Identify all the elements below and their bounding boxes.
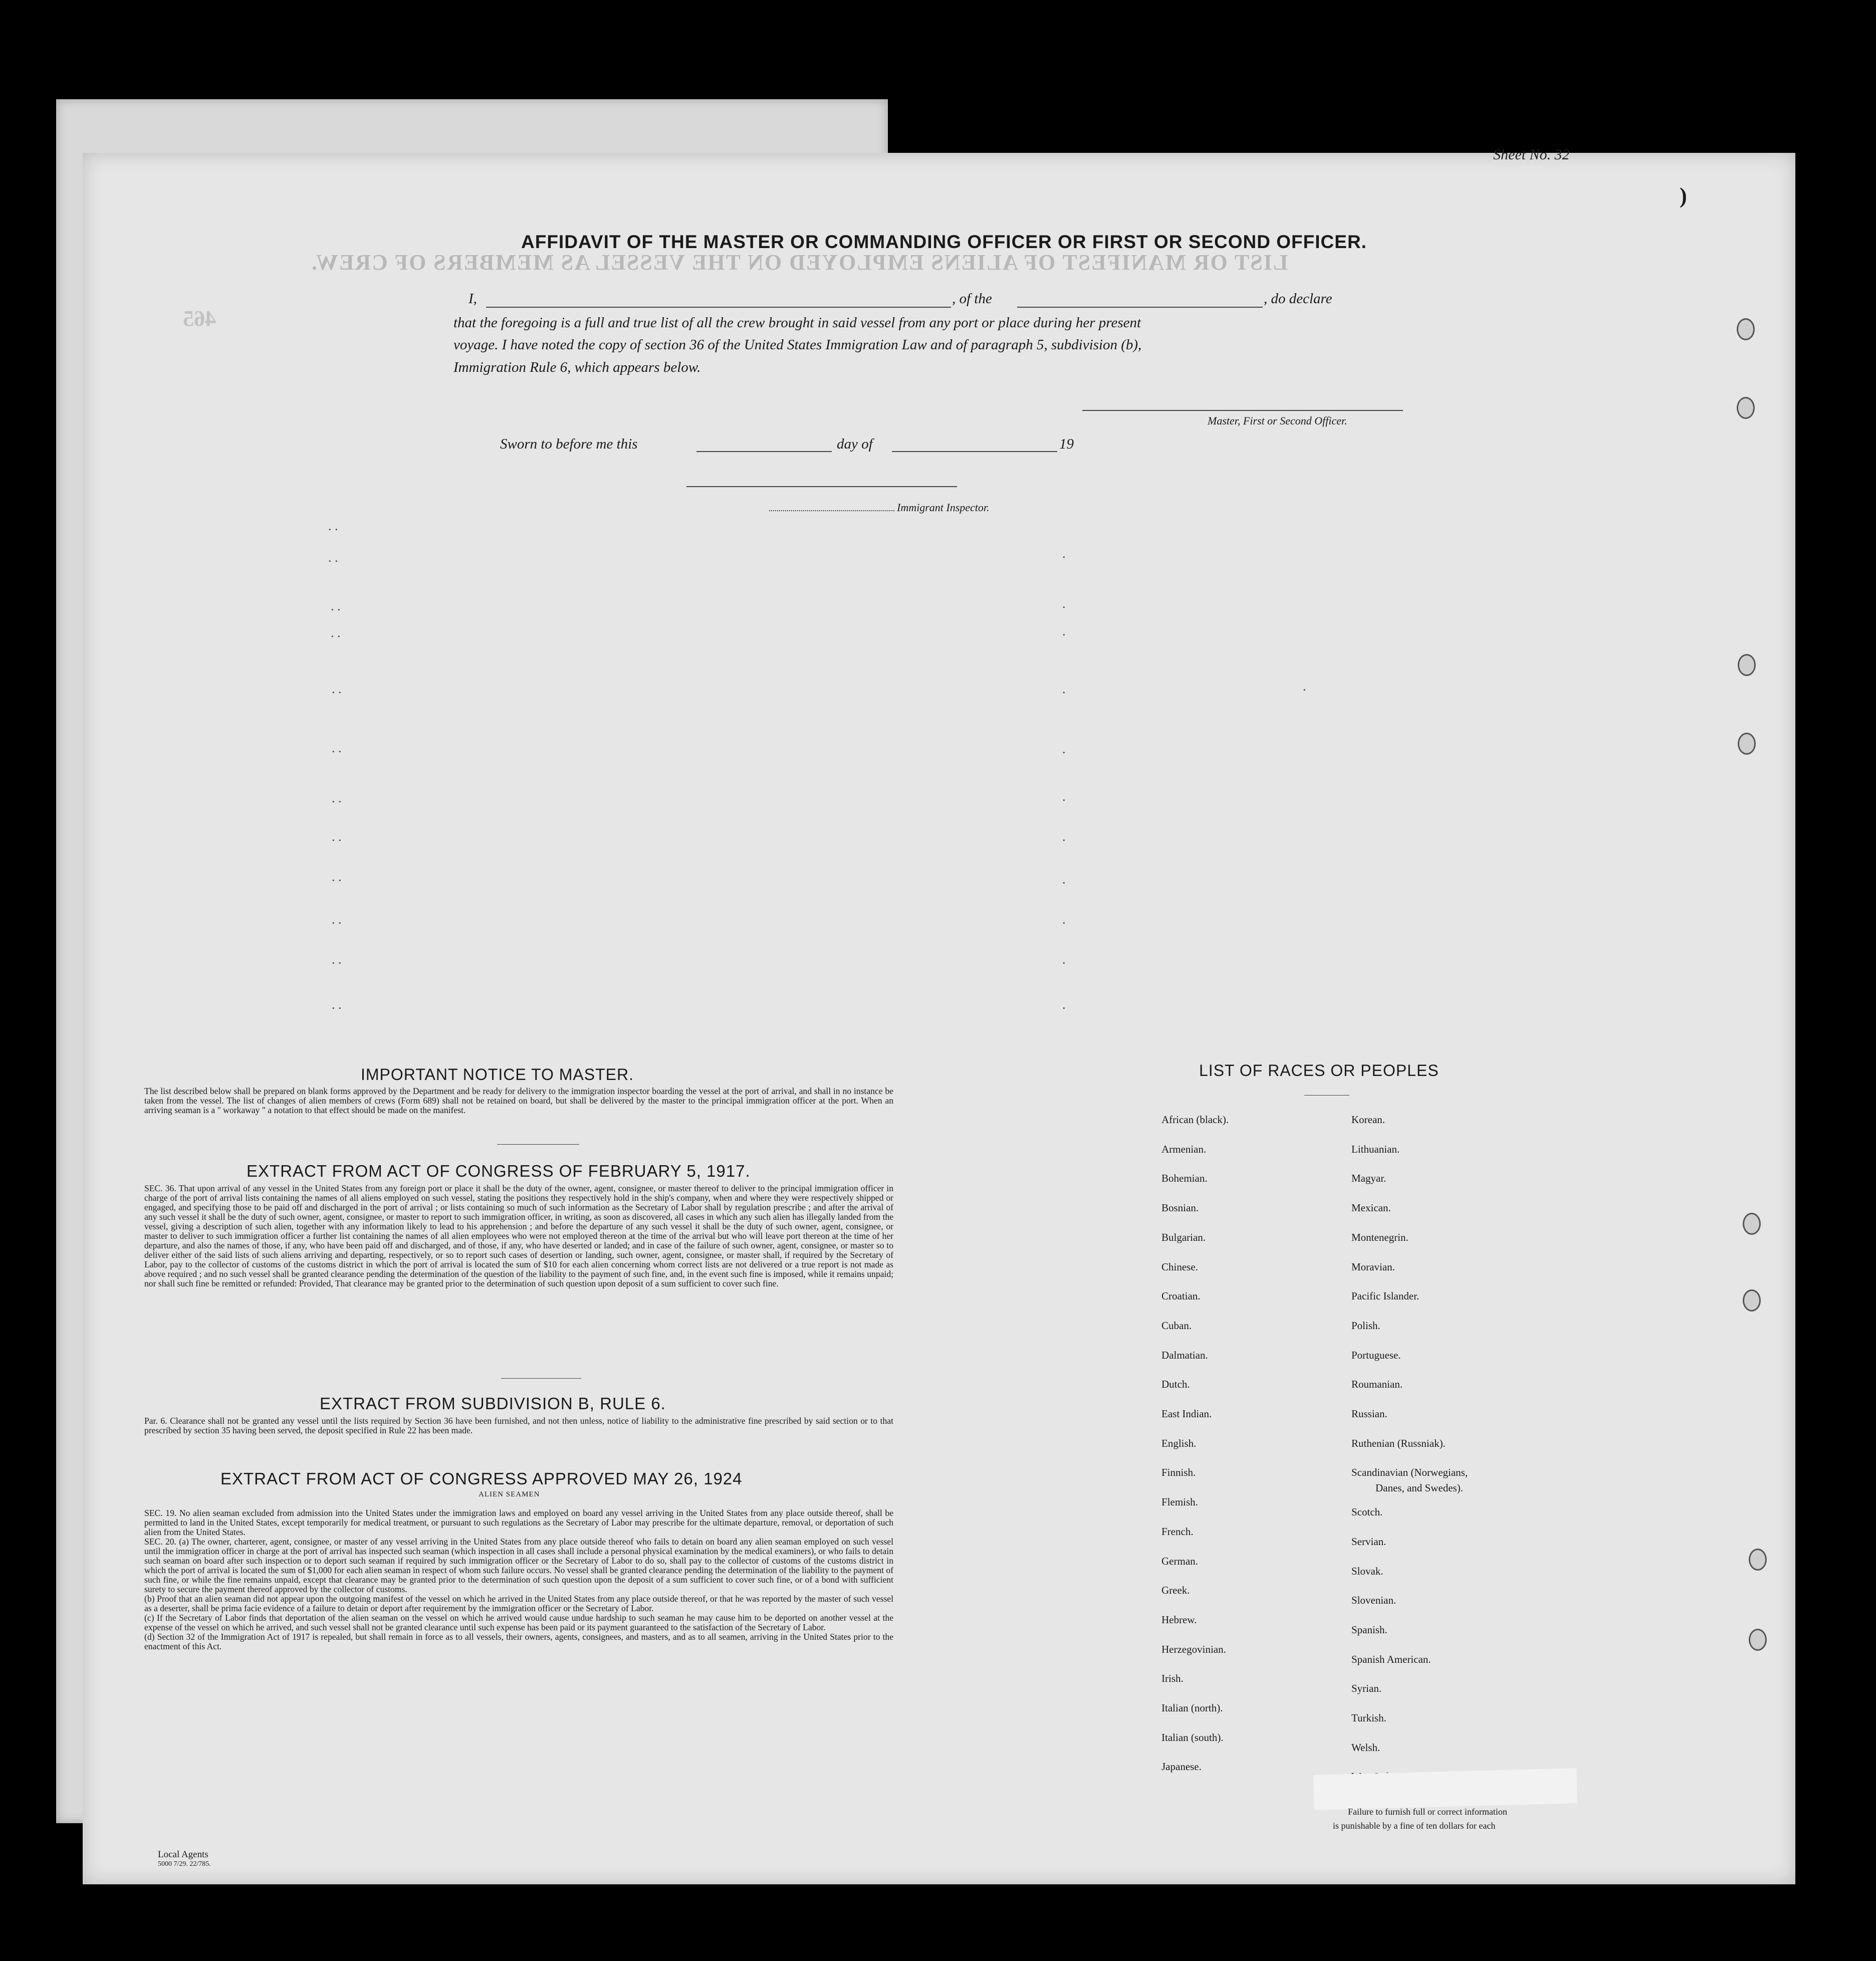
dot-mark: . .	[332, 997, 342, 1012]
year-prefix: 19	[1059, 436, 1074, 452]
dot-mark: . .	[332, 869, 342, 884]
race-item: Flemish.	[1161, 1496, 1198, 1508]
divider	[1304, 1095, 1349, 1096]
races-title: LIST OF RACES OR PEOPLES	[1199, 1061, 1439, 1079]
affidavit-line4: Immigration Rule 6, which appears below.	[453, 359, 701, 375]
race-item: Montenegrin.	[1351, 1231, 1409, 1243]
sworn-day-line[interactable]	[696, 451, 832, 452]
dot-mark: . .	[332, 829, 342, 844]
dot-mark: .	[1062, 952, 1066, 967]
dot-mark: .	[1062, 624, 1066, 638]
month-line[interactable]	[892, 451, 1057, 452]
race-item: Korean.	[1351, 1114, 1385, 1126]
race-item: Cuban.	[1161, 1319, 1192, 1332]
race-item: Japanese.	[1161, 1761, 1202, 1773]
race-item: Irish.	[1161, 1672, 1184, 1685]
fine-notice-2: is punishable by a fine of ten dollars for each	[1333, 1821, 1496, 1831]
dot-mark: .	[1062, 912, 1066, 927]
race-item: Pacific Islander.	[1351, 1290, 1420, 1302]
dot-mark: . .	[332, 741, 342, 755]
ghost-heading: LIST OR MANIFEST OF ALIENS EMPLOYED ON THE VESSEL AS MEMBERS OF CREW.	[311, 250, 1288, 275]
binder-hole	[1743, 1213, 1761, 1235]
dot-mark: .	[1062, 546, 1066, 561]
binder-hole	[1749, 1549, 1767, 1571]
ghost-number: 465	[183, 306, 216, 331]
race-item: Chinese.	[1161, 1260, 1198, 1273]
race-item: Ruthenian (Russniak).	[1351, 1437, 1446, 1449]
dot-mark: .	[1062, 789, 1066, 804]
race-item: Mexican.	[1351, 1202, 1391, 1214]
race-item: Greek.	[1161, 1584, 1190, 1597]
race-item: Spanish American.	[1351, 1653, 1431, 1665]
extract-rule6-title: EXTRACT FROM SUBDIVISION B, RULE 6.	[320, 1394, 666, 1413]
race-item: Russian.	[1351, 1408, 1387, 1420]
race-item: Dalmatian.	[1161, 1349, 1208, 1361]
fine-notice-1: Failure to furnish full or correct information	[1348, 1807, 1507, 1817]
race-item: Servian.	[1351, 1535, 1386, 1548]
dot-mark: .	[1062, 596, 1066, 611]
vessel-line[interactable]	[1017, 307, 1263, 308]
dot-mark: .	[1062, 682, 1066, 696]
extract-1924-subtitle: ALIEN SEAMEN	[479, 1490, 540, 1498]
affidavit-declare: , do declare	[1264, 291, 1332, 307]
race-item: Hebrew.	[1161, 1613, 1197, 1626]
dot-mark: . .	[331, 625, 341, 640]
extract-1924-title: EXTRACT FROM ACT OF CONGRESS APPROVED MAY 26, 1924	[220, 1469, 743, 1488]
notice-body: The list described below shall be prepared on blank forms approved by the Department and be ready for delivery to the immigration inspector boarding the vessel at the port of arrival, and shall in no instance be taken from the vessel. The list of changes of alien members of crews (Form 689) shall not be retained on board, but shall be delivered by the master to the principal immigration officer at the port. When an arriving seaman is a " workaway " a notation to that effect should be made on the manifest.	[144, 1086, 893, 1115]
binder-hole	[1749, 1629, 1767, 1651]
race-item: Bosnian.	[1161, 1202, 1199, 1214]
inspector-line[interactable]	[769, 510, 894, 511]
divider	[497, 1144, 579, 1145]
race-item: Bulgarian.	[1161, 1231, 1206, 1243]
race-item: Magyar.	[1351, 1172, 1386, 1185]
affidavit-line2: that the foregoing is a full and true list of all the crew brought in said vessel from any port or place during her present	[453, 315, 1141, 331]
dot-mark: . .	[328, 519, 338, 533]
race-item: Bohemian.	[1161, 1172, 1208, 1185]
day-of-text: day of	[837, 436, 873, 452]
binder-hole	[1743, 1289, 1761, 1312]
race-item: Finnish.	[1161, 1466, 1196, 1479]
dot-mark: . .	[332, 791, 342, 805]
affidavit-line3: voyage. I have noted the copy of section 36 of the United States Immigration Law and of paragraph 5, subdivision (b),	[453, 337, 1142, 353]
race-item: Slovenian.	[1351, 1594, 1396, 1607]
sworn-text: Sworn to before me this	[500, 436, 638, 452]
binder-hole	[1738, 733, 1756, 755]
dot-mark: .	[1062, 997, 1066, 1012]
inspector-line-upper[interactable]	[686, 486, 957, 487]
race-item: English.	[1161, 1437, 1197, 1449]
race-item: Welsh.	[1351, 1741, 1380, 1754]
race-item: Turkish.	[1351, 1712, 1386, 1724]
race-item: French.	[1161, 1525, 1194, 1538]
race-item: Croatian.	[1161, 1290, 1201, 1302]
dot-mark: . .	[332, 952, 342, 967]
race-item: Slovak.	[1351, 1565, 1383, 1577]
extract-1924-body: SEC. 19. No alien seaman excluded from admission into the United States under the immigration laws and employed on board any vessel arriving in the United States from any place outside thereof, shall be permitted to land in the United States, except temporarily for medical treatment, or pursuant to such regulations as the Secretary of Labor may prescribe for the ultimate departure, removal, or deportation of such alien from the United States. SEC. 20. (a) The owner, charterer, agent, consignee, or master of any vessel arriving in the United States from any place outside thereof who fails to detain on board any alien seaman employed on such vessel until the immigration officer in charge at the port of arrival has inspected such seaman (which inspection in all cases shall include a personal physical examination by the medical examiners), or who fails to detain such seaman on board after such inspection or to deport such seaman if required by such immigration officer or the Secretary of Labor to do so, shall pay to the collector of customs of the customs district in which the port of arrival is located the sum of $1,000 for each alien seaman in respect of whom such failure occurs. No vessel shall be granted clearance pending the determination of the liability to the payment of such fine, or while the fine remains unpaid, except that clearance may be granted prior to the determination of such question upon the deposit of a sum sufficient to cover such fine, or of a bond with sufficient surety to secure the payment thereof approved by the collector of customs. (b) Proof that an alien seaman did not appear upon the outgoing manifest of the vessel on which he arrived in the United States from any place outside thereof, or that he was reported by the master of such vessel as a deserter, shall be prima facie evidence of a failure to detain or deport after requirement by the immigration officer or the Secretary of Labor. (c) If the Secretary of Labor finds that deportation of the alien seaman on the vessel on which he arrived would cause undue hardship to such seaman he may cause him to be deported on another vessel at the expense of the vessel on which he arrived, and such vessel shall not be granted clearance until such expense has been paid or its payment guaranteed to the satisfaction of the Secretary of Labor. (d) Section 32 of the Immigration Act of 1917 is repealed, but shall remain in force as to all vessels, their owners, agents, consignees, and masters, and as to all seamen, arriving in the United States prior to the enactment of this Act.	[144, 1508, 893, 1651]
race-item: Spanish.	[1351, 1623, 1387, 1636]
race-item: German.	[1161, 1555, 1198, 1567]
race-item: Armenian.	[1161, 1143, 1207, 1155]
signature-line[interactable]	[1082, 410, 1403, 411]
dot-mark: .	[1303, 679, 1306, 694]
extract-1917-body: SEC. 36. That upon arrival of any vessel in the United States from any foreign port or place it shall be the duty of the owner, agent, consignee, or master thereof to deliver to the principal immigration officer in charge of the port of arrival lists containing the names of all aliens employed on such vessel, stating the positions they respectively hold in the ship's company, when and where they were respectively shipped or engaged, and specifying those to be paid off and discharged in the port of arrival ; or lists containing so much of such information as the Secretary of Labor shall by regulation prescribe ; and after the arrival of any such vessel it shall be the duty of such owner, agent, consignee, or master to report to such immigration officer, in writing, as soon as discovered, all cases in which any such alien has illegally landed from the vessel, giving a description of such alien, together with any information likely to lead to his apprehension ; and before the departure of any such vessel it shall be the duty of such owner, agent, consignee, or master to deliver to such immigration officer a further list containing the names of all alien employees who were not employed thereon at the time of the arrival but who will leave port thereon at the time of her departure, and also the names of those, if any, who have been paid off and discharged, and of those, if any, who have deserted or landed; and in case of the failure of such owner, agent, consignee, or master so to deliver either of the said lists of such aliens arriving and departing, respectively, or so to report such cases of desertion or landing, such owner, agent, consignee, or master shall, if required by the Secretary of Labor, pay to the collector of customs of the customs district in which the port of arrival is located the sum of $10 for each alien concerning whom correct lists are not delivered or a true report is not made as above required ; and no such vessel shall be granted clearance pending the determination of the question of the liability to the payment of such fine, and, in the event such fine is imposed, while it remains unpaid; nor shall such fine be remitted or refunded: Provided, That clearance may be granted prior to the determination of such question upon deposit of a sum sufficient to cover such fine.	[144, 1183, 893, 1288]
binder-hole	[1737, 318, 1755, 340]
affidavit-title: AFFIDAVIT OF THE MASTER OR COMMANDING OFFICER OR FIRST OR SECOND OFFICER.	[521, 232, 1367, 252]
race-item: East Indian.	[1161, 1408, 1212, 1420]
race-item: African (black).	[1161, 1114, 1229, 1126]
race-item: Lithuanian.	[1351, 1143, 1400, 1155]
local-agents: Local Agents	[158, 1849, 208, 1860]
race-item: Italian (south).	[1161, 1731, 1224, 1744]
sheet-number: Sheet No. 32	[1493, 146, 1570, 163]
dot-mark: .	[1062, 742, 1066, 756]
race-item: Roumanian.	[1351, 1378, 1403, 1391]
sticker-label	[1313, 1768, 1577, 1810]
race-item: Moravian.	[1351, 1260, 1395, 1273]
extract-rule6-body: Par. 6. Clearance shall not be granted any vessel until the lists required by Section 36 have been furnished, and not then unless, notice of liability to the administrative fine prescribed by said section or to that prescribed by section 35 having been served, the deposit specified in Rule 22 has been made.	[144, 1416, 893, 1435]
affidavit-i: I,	[468, 291, 477, 307]
dot-mark: . .	[331, 599, 341, 613]
inspector-label: Immigrant Inspector.	[897, 501, 990, 514]
signature-label: Master, First or Second Officer.	[1208, 414, 1347, 427]
race-item: Scotch.	[1351, 1506, 1383, 1518]
race-item: Herzegovinian.	[1161, 1643, 1226, 1655]
binder-hole	[1738, 654, 1756, 676]
race-item: Portuguese.	[1351, 1349, 1401, 1361]
divider	[501, 1378, 581, 1379]
binder-hole	[1737, 397, 1755, 419]
form-code: 5000 7/29. 22/785.	[158, 1860, 211, 1868]
dot-mark: .	[1062, 829, 1066, 844]
dot-mark: . .	[332, 682, 342, 696]
dot-mark: . .	[332, 912, 342, 927]
dot-mark: .	[1062, 872, 1066, 887]
notice-title: IMPORTANT NOTICE TO MASTER.	[361, 1065, 634, 1083]
affidavit-of-the: , of the	[952, 291, 992, 307]
dot-mark: . .	[328, 550, 338, 565]
race-item: Italian (north).	[1161, 1702, 1223, 1714]
extract-1917-title: EXTRACT FROM ACT OF CONGRESS OF FEBRUARY 5, 1917.	[247, 1162, 751, 1180]
name-line[interactable]	[486, 307, 951, 308]
race-item: Scandinavian (Norwegians,	[1351, 1466, 1468, 1479]
race-item: Polish.	[1351, 1319, 1380, 1332]
race-item-continued: Danes, and Swedes).	[1375, 1482, 1463, 1494]
race-item: Syrian.	[1351, 1682, 1382, 1695]
corner-mark: )	[1680, 183, 1687, 208]
race-item: Dutch.	[1161, 1378, 1190, 1391]
